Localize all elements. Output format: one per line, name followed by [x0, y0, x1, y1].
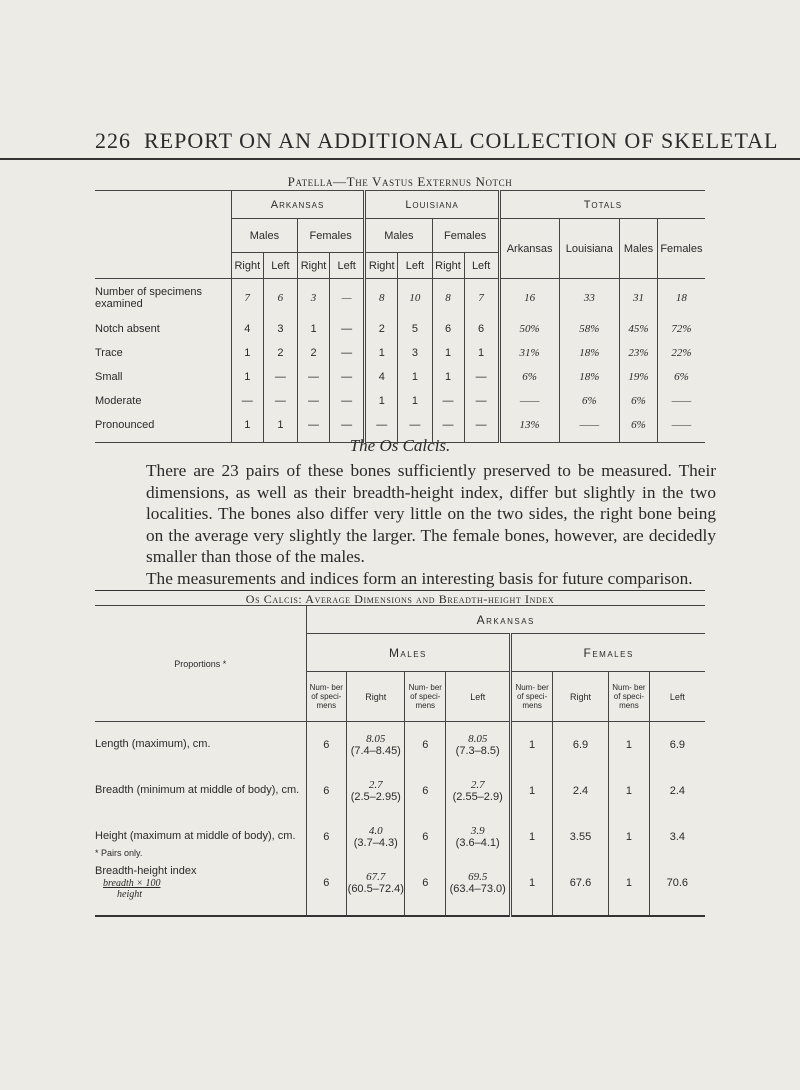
table-cell: 1: [398, 389, 432, 413]
table-cell: 7: [231, 279, 263, 317]
total-cell: 31%: [499, 341, 559, 365]
females-header: Females: [511, 634, 705, 672]
num-specimens-header: Num- ber of speci- mens: [405, 672, 446, 722]
group-arkansas: Arkansas: [231, 191, 364, 219]
table-cell: —: [330, 389, 365, 413]
table-row: [95, 413, 705, 437]
table-cell: —: [330, 317, 365, 341]
table-cell: 4: [231, 317, 263, 341]
table-cell: 2: [263, 341, 297, 365]
total-cell: 6%: [657, 365, 705, 389]
count-cell: 6: [306, 860, 347, 906]
value-cell: 70.6: [649, 860, 705, 906]
side-left: Left: [263, 253, 297, 279]
table-bottom-cell: [511, 906, 553, 916]
table-row: [95, 317, 705, 341]
row-label-text: Length (maximum), cm.: [95, 738, 211, 751]
table-cell: 1: [365, 341, 398, 365]
row-label: Number of specimens examined: [95, 285, 202, 310]
right-header: Right: [347, 672, 405, 722]
value-cell: [446, 722, 511, 768]
header-rule: [0, 158, 800, 160]
table-cell: 2: [365, 317, 398, 341]
table-bottom: [95, 906, 705, 916]
range-value: (3.6–4.1): [455, 836, 500, 849]
mean-value: 8.05: [468, 732, 488, 745]
table-cell: —: [464, 413, 499, 437]
table-bottom-cell: [306, 906, 347, 916]
num-specimens-header: Num- ber of speci- mens: [306, 672, 347, 722]
calcis-rows: [95, 722, 705, 916]
num-specimens-header: Num- ber of speci- mens: [511, 672, 553, 722]
calcis-table: [95, 605, 705, 917]
row-label: Trace: [95, 346, 123, 359]
table-cell: 3: [263, 317, 297, 341]
value-cell: 2.4: [552, 768, 608, 814]
table-cell: 1: [398, 365, 432, 389]
footnote: * Pairs only.: [95, 848, 143, 858]
table-cell: 1: [464, 341, 499, 365]
side-right: Right: [231, 253, 263, 279]
value-cell: [347, 860, 405, 906]
mean-value: 2.7: [470, 778, 485, 791]
count-cell: 6: [405, 722, 446, 768]
total-cell: 50%: [499, 317, 559, 341]
left-header: Left: [446, 672, 511, 722]
total-cell: 16: [499, 279, 559, 317]
count-cell: 6: [405, 814, 446, 860]
table-cell: —: [298, 365, 330, 389]
paragraph-2: The measurements and indices form an interesting basis for future comparison.: [146, 569, 693, 588]
page-number: 226: [95, 128, 131, 153]
value-cell: [446, 860, 511, 906]
mean-value: 4.0: [368, 824, 383, 837]
mean-value: 3.9: [470, 824, 485, 837]
table-cell: —: [464, 389, 499, 413]
row-label: Notch absent: [95, 322, 160, 335]
range-value: (7.3–8.5): [455, 744, 500, 757]
table-cell: —: [298, 389, 330, 413]
total-cell: ——: [559, 413, 620, 437]
sub-males-ark: Males: [231, 219, 297, 253]
table-cell: 1: [263, 413, 297, 437]
table-row: [95, 722, 705, 768]
row-label: [95, 722, 306, 768]
formula-top: breadth × 100: [103, 878, 161, 889]
running-head: [95, 128, 778, 154]
side-right: Right: [365, 253, 398, 279]
table-cell: —: [298, 413, 330, 437]
range-value: (60.5–72.4): [347, 882, 404, 895]
total-cell: 6%: [559, 389, 620, 413]
calcis-caption: Os Calcis: Average Dimensions and Breadth-height Index: [245, 592, 555, 606]
value-cell: 6.9: [552, 722, 608, 768]
total-cell: 23%: [620, 341, 658, 365]
total-cell: 33: [559, 279, 620, 317]
table-cell: 1: [231, 341, 263, 365]
range-value: (3.7–4.3): [353, 836, 398, 849]
running-head-title: REPORT ON AN ADDITIONAL COLLECTION OF SKELETAL: [144, 128, 779, 153]
value-cell: 67.6: [552, 860, 608, 906]
table-cell: 2: [298, 341, 330, 365]
table-cell: 1: [231, 413, 263, 437]
count-cell: 1: [511, 860, 553, 906]
patella-rows: [95, 279, 705, 443]
count-cell: 6: [405, 860, 446, 906]
table-cell: 1: [365, 389, 398, 413]
section-title: The Os Calcis.: [349, 436, 451, 455]
total-cell: 6%: [620, 389, 658, 413]
table-bottom-cell: [347, 906, 405, 916]
table-bottom-cell: [649, 906, 705, 916]
count-cell: 1: [609, 814, 650, 860]
table-cell: 8: [432, 279, 464, 317]
count-cell: 6: [306, 768, 347, 814]
total-cell: 58%: [559, 317, 620, 341]
table-bottom-cell: [446, 906, 511, 916]
tot-louisiana: Louisiana: [559, 219, 620, 279]
total-cell: 13%: [499, 413, 559, 437]
table-cell: —: [231, 389, 263, 413]
table-cell: 1: [298, 317, 330, 341]
table-cell: —: [330, 365, 365, 389]
table-cell: 5: [398, 317, 432, 341]
total-cell: 18%: [559, 341, 620, 365]
row-label: [95, 860, 306, 906]
table-cell: 1: [432, 341, 464, 365]
count-cell: 1: [609, 722, 650, 768]
mean-value: 69.5: [468, 870, 488, 883]
table-cell: —: [263, 365, 297, 389]
table-cell: 1: [432, 365, 464, 389]
right-header: Right: [552, 672, 608, 722]
value-cell: [347, 722, 405, 768]
table-bottom-cell: [95, 906, 306, 916]
count-cell: 6: [306, 814, 347, 860]
table-cell: —: [330, 279, 365, 317]
table-cell: 3: [398, 341, 432, 365]
group-arkansas: Arkansas: [306, 606, 705, 634]
table-cell: 6: [464, 317, 499, 341]
tot-males: Males: [620, 219, 658, 279]
table-cell: —: [432, 413, 464, 437]
value-cell: [347, 768, 405, 814]
value-cell: 3.55: [552, 814, 608, 860]
side-left: Left: [464, 253, 499, 279]
side-left: Left: [330, 253, 365, 279]
table-row: [95, 279, 705, 317]
table-cell: —: [263, 389, 297, 413]
table-cell: 7: [464, 279, 499, 317]
table-row: [95, 860, 705, 906]
mean-value: 67.7: [366, 870, 386, 883]
value-cell: [446, 814, 511, 860]
table-bottom-cell: [552, 906, 608, 916]
sub-males-la: Males: [365, 219, 432, 253]
value-cell: 3.4: [649, 814, 705, 860]
group-louisiana: Louisiana: [365, 191, 499, 219]
table-cell: —: [330, 341, 365, 365]
num-specimens-header: Num- ber of speci- mens: [609, 672, 650, 722]
table-cell: —: [464, 365, 499, 389]
sub-females-la: Females: [432, 219, 499, 253]
total-cell: 6%: [620, 413, 658, 437]
total-cell: 31: [620, 279, 658, 317]
table-cell: 10: [398, 279, 432, 317]
table-bottom-cell: [405, 906, 446, 916]
table-cell: —: [432, 389, 464, 413]
table-cell: 4: [365, 365, 398, 389]
total-cell: 18%: [559, 365, 620, 389]
range-value: (2.55–2.9): [452, 790, 503, 803]
paragraph-1: There are 23 pairs of these bones sufficiently preserved to be measured. Their dimensions, as well as their breadth-height index, differ but slightly in the two localities. The bones also differ very little on the two sides, the right bone being on the average very slightly the larger. The female bones, however, are decidedly smaller than those of the males.: [146, 461, 716, 566]
table-cell: —: [398, 413, 432, 437]
group-totals: Totals: [499, 191, 705, 219]
total-cell: 72%: [657, 317, 705, 341]
sub-females-ark: Females: [298, 219, 365, 253]
row-label: [95, 768, 306, 814]
patella-corner: [95, 191, 231, 279]
range-value: (7.4–8.45): [350, 744, 401, 757]
table-cell: 6: [263, 279, 297, 317]
count-cell: 1: [511, 768, 553, 814]
tot-arkansas: Arkansas: [499, 219, 559, 279]
row-label-text: Height (maximum at middle of body), cm.: [95, 830, 296, 842]
total-cell: 6%: [499, 365, 559, 389]
table2-top-rule: [95, 590, 705, 591]
total-cell: ——: [657, 389, 705, 413]
count-cell: 1: [609, 768, 650, 814]
row-label: Moderate: [95, 394, 142, 407]
total-cell: 45%: [620, 317, 658, 341]
table-row: [95, 814, 705, 860]
value-cell: [446, 768, 511, 814]
formula-bottom: height: [117, 889, 142, 900]
range-value: (2.5–2.95): [350, 790, 401, 803]
value-cell: [347, 814, 405, 860]
table-cell: —: [365, 413, 398, 437]
total-cell: 19%: [620, 365, 658, 389]
count-cell: 1: [511, 814, 553, 860]
table-cell: 1: [231, 365, 263, 389]
patella-caption: Patella—The Vastus Externus Notch: [287, 174, 513, 189]
table-row: [95, 768, 705, 814]
table-cell: —: [330, 413, 365, 437]
count-cell: 1: [609, 860, 650, 906]
table-cell: 8: [365, 279, 398, 317]
value-cell: 6.9: [649, 722, 705, 768]
index-formula: [103, 878, 306, 900]
patella-table: [95, 190, 705, 443]
side-left: Left: [398, 253, 432, 279]
side-right: Right: [432, 253, 464, 279]
males-header: Males: [306, 634, 511, 672]
total-cell: 18: [657, 279, 705, 317]
count-cell: 1: [511, 722, 553, 768]
count-cell: 6: [306, 722, 347, 768]
table-row: [95, 341, 705, 365]
proportions-header: Proportions *: [174, 658, 227, 669]
row-label: Small: [95, 370, 123, 383]
mean-value: 2.7: [368, 778, 383, 791]
count-cell: 6: [405, 768, 446, 814]
total-cell: ——: [657, 413, 705, 437]
range-value: (63.4–73.0): [449, 882, 506, 895]
mean-value: 8.05: [366, 732, 386, 745]
value-cell: 2.4: [649, 768, 705, 814]
total-cell: ——: [499, 389, 559, 413]
table-bottom-cell: [609, 906, 650, 916]
table-row: [95, 365, 705, 389]
left-header: Left: [649, 672, 705, 722]
row-label: Pronounced: [95, 418, 155, 431]
tot-females: Females: [657, 219, 705, 279]
table-cell: 3: [298, 279, 330, 317]
total-cell: 22%: [657, 341, 705, 365]
row-label-text: Breadth-height index: [95, 865, 197, 877]
table-cell: 6: [432, 317, 464, 341]
row-label-text: Breadth (minimum at middle of body), cm.: [95, 784, 300, 796]
table-row: [95, 389, 705, 413]
side-right: Right: [298, 253, 330, 279]
